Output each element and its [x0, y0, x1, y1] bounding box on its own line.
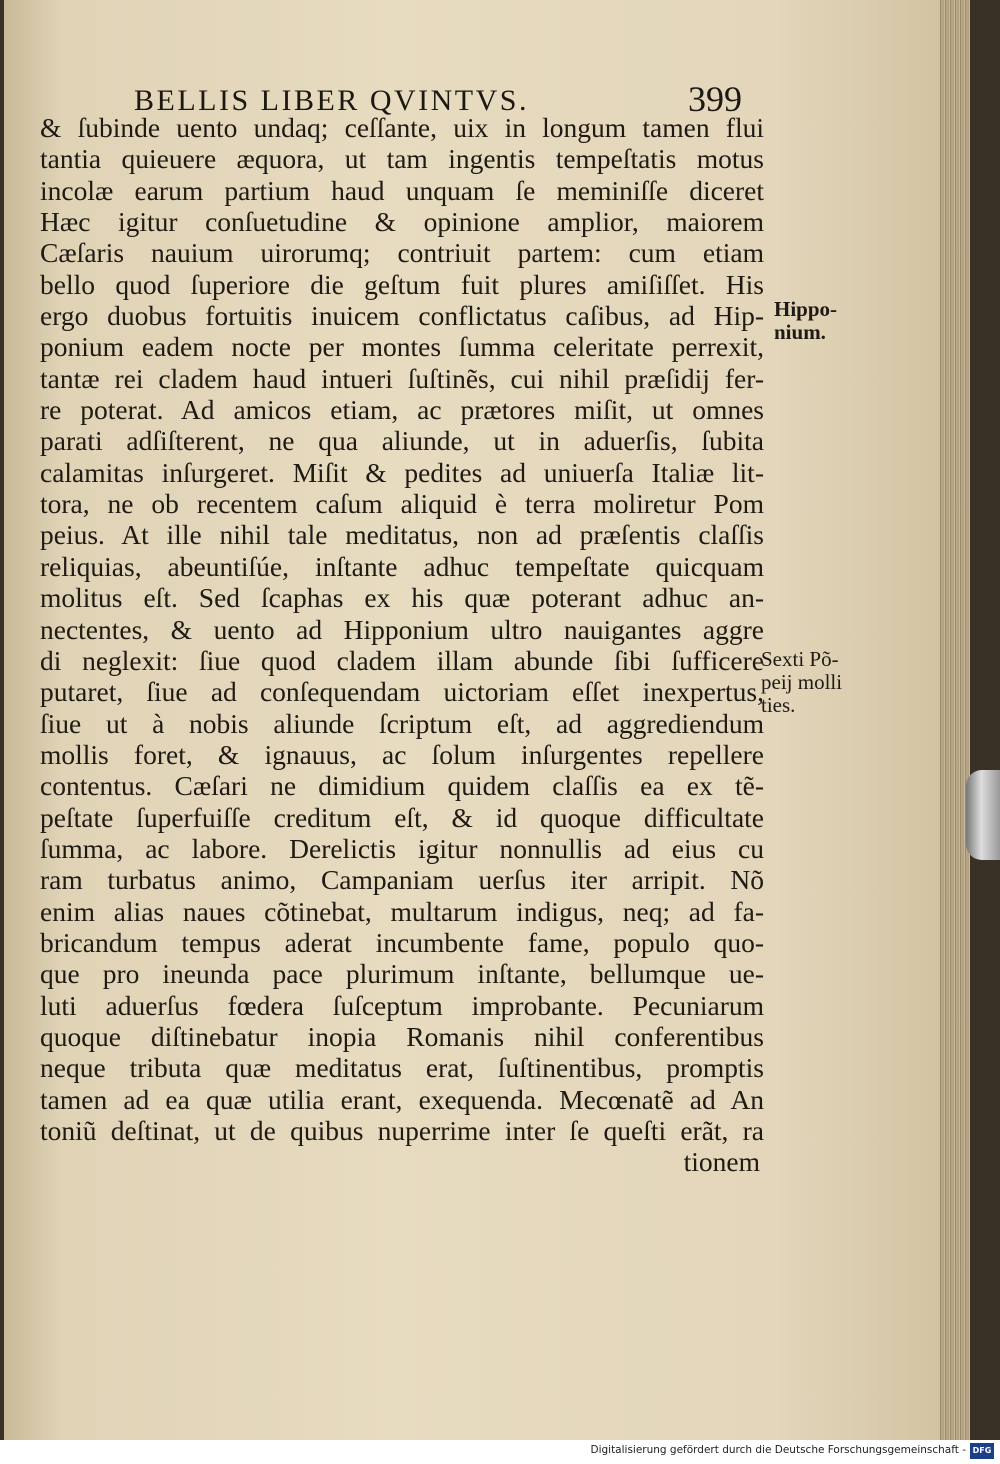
- dfg-logo-icon: DFG: [970, 1443, 994, 1459]
- text-line: contentus. Cæſari ne dimidium quidem claſſis ea ex tẽ-: [40, 770, 764, 802]
- funding-notice: Digitalisierung gefördert durch die Deutsche Forschungsgemeinschaft -: [590, 1444, 966, 1456]
- text-line: ram turbatus animo, Campaniam uerſus iter arripit. Nõ: [40, 864, 764, 896]
- text-line: re poterat. Ad amicos etiam, ac prætores miſit, ut omnes: [40, 394, 764, 426]
- text-line: que pro ineunda pace plurimum inſtante, bellumque ue-: [40, 958, 764, 990]
- text-line: ergo duobus fortuitis inuicem conflictatus caſibus, ad Hip-: [40, 300, 764, 332]
- text-line: peſtate ſuperfuiſſe creditum eſt, & id quoque difficultate: [40, 801, 764, 833]
- footer-bar: [0, 1440, 1000, 1464]
- text-line: nectentes, & uento ad Hipponium ultro nauigantes aggre: [40, 613, 764, 645]
- text-line: luti aduerſus fœdera ſuſceptum improbante. Pecuniarum: [40, 989, 764, 1021]
- text-line: molitus eſt. Sed ſcaphas ex his quæ poterant adhuc an-: [40, 582, 764, 614]
- text-line: bricandum tempus aderat incumbente fame, populo quo-: [40, 926, 764, 958]
- marginal-note-sexti-pompeii: [761, 648, 842, 717]
- page-clip: [966, 770, 1000, 860]
- text-line: bello quod ſuperiore die geſtum fuit plures amiſiſſet. His: [40, 268, 764, 300]
- text-line: Cæſaris nauium uirorumq; contriuit partem: cum etiam: [40, 237, 764, 269]
- text-line: ſumma, ac labore. Derelictis igitur nonnullis ad eius cu: [40, 832, 764, 864]
- marginal-note-line: ties.: [761, 693, 796, 717]
- text-line: & ſubinde uento undaq; ceſſante, uix in longum tamen flui: [40, 112, 764, 143]
- marginal-note-line: Hippo-: [774, 297, 838, 321]
- text-line: putaret, ſiue ad conſequendam uictoriam eſſet inexpertus,: [40, 676, 764, 708]
- text-line: tora, ne ob recentem caſum aliquid è terra moliretur Pom: [40, 488, 764, 520]
- text-line: ponium eadem nocte per montes ſumma celeritate perrexit,: [40, 331, 764, 363]
- text-line: toniũ deſtinat, ut de quibus nuperrime inter ſe queſti erãt, ra: [40, 1115, 764, 1146]
- text-line: tamen ad ea quæ utilia erant, exequenda. Mecœnatẽ ad An: [40, 1083, 764, 1115]
- page-edge: [940, 0, 970, 1440]
- text-line: peius. At ille nihil tale meditatus, non ad præſentis claſſis: [40, 519, 764, 551]
- catchword: tionem: [683, 1146, 760, 1178]
- running-head: BELLIS LIBER QVINTVS.: [134, 84, 529, 117]
- body-text: [40, 112, 764, 1178]
- text-line: di neglexit: ſiue quod cladem illam abunde ſibi ſufficere: [40, 644, 764, 676]
- text-line: mollis foret, & ignauus, ac ſolum inſurgentes repellere: [40, 738, 764, 770]
- text-line: Hæc igitur conſuetudine & opinione amplior, maiorem: [40, 206, 764, 238]
- text-line: reliquias, abeuntiſúe, inſtante adhuc tempeſtate quicquam: [40, 550, 764, 582]
- text-line: tantæ rei cladem haud intueri ſuſtinẽs, cui nihil præſidij fer-: [40, 362, 764, 394]
- text-line: parati adſiſterent, ne qua aliunde, ut in aduerſis, ſubita: [40, 425, 764, 457]
- text-line: ſiue ut à nobis aliunde ſcriptum eſt, ad aggrediendum: [40, 707, 764, 739]
- marginal-note-line: Sexti Põ-: [761, 647, 839, 671]
- text-line: quoque diſtinebatur inopia Romanis nihil conferentibus: [40, 1020, 764, 1052]
- text-line: calamitas inſurgeret. Miſit & pedites ad uniuerſa Italiæ lit-: [40, 456, 764, 488]
- text-line: enim alias naues cõtinebat, multarum indigus, neq; ad fa-: [40, 895, 764, 927]
- text-line: incolæ earum partium haud unquam ſe meminiſſe diceret: [40, 174, 764, 206]
- page-number: 399: [688, 79, 742, 119]
- book-page: [4, 0, 970, 1440]
- text-line: neque tributa quæ meditatus erat, ſuſtinentibus, promptis: [40, 1052, 764, 1084]
- marginal-note-line: nium.: [774, 320, 826, 344]
- text-line: tantia quieuere æquora, ut tam ingentis tempeſtatis motus: [40, 143, 764, 175]
- marginal-note-hipponium: [774, 298, 837, 344]
- marginal-note-line: peij molli: [761, 670, 843, 694]
